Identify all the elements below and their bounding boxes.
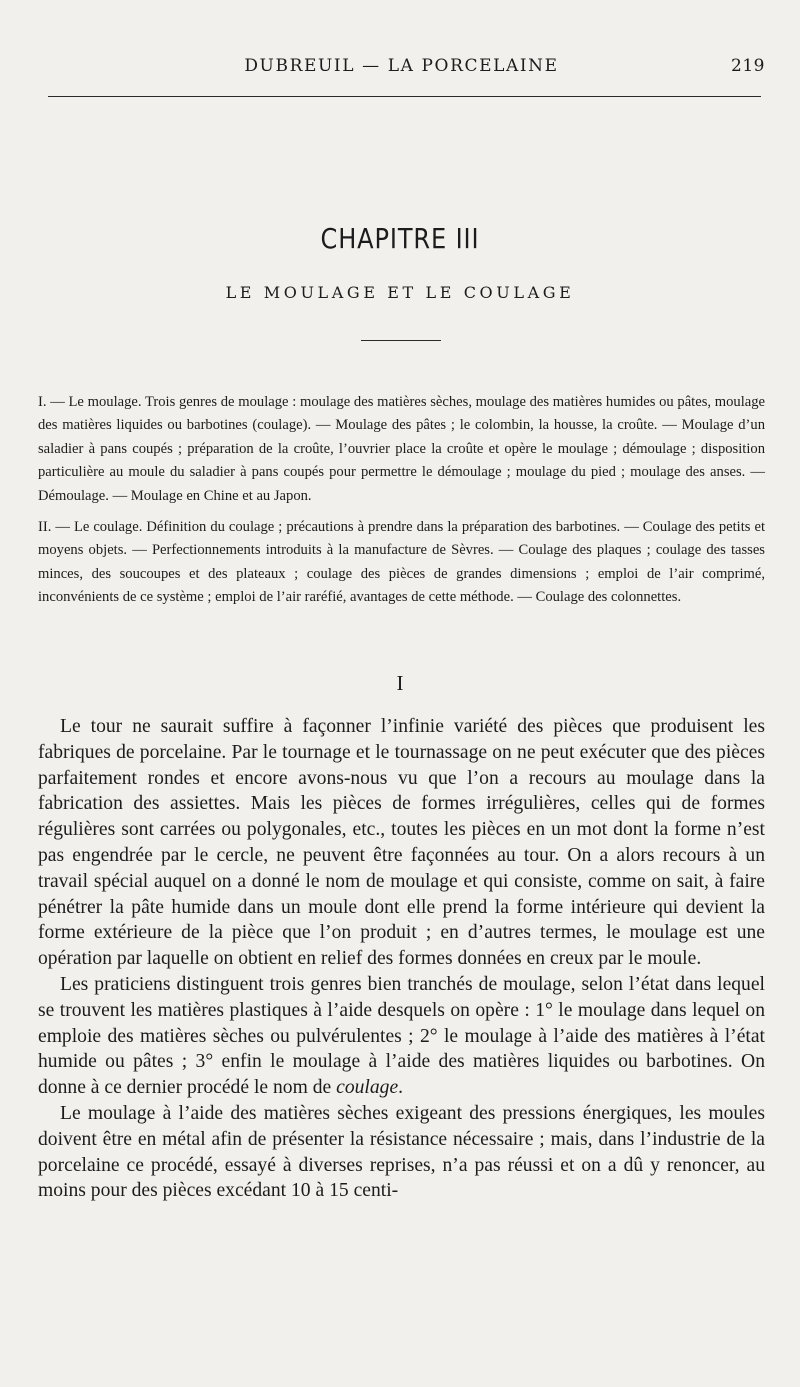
chapter-summary — [38, 391, 765, 618]
chapter-subtitle: LE MOULAGE ET LE COULAGE — [225, 283, 575, 302]
running-title: DUBREUIL — LA PORCELAINE — [244, 56, 559, 76]
paragraph-2 — [38, 972, 765, 1101]
summary-item-1: I. — Le moulage. Trois genres de moulage : moulage des matières sèches, moulage des matières humides ou pâtes, moulage des matières liquides ou barbotines (coulage). — Moulage des pâtes ; le colombin, la housse, la croûte. — Moulage d’un saladier à pans coupés ; préparation de la croûte, l’ouvrier place la croûte et opère le moulage ; démoulage ; disposition particulière au moule du saladier à pans coupés pour permettre le démoulage ; moulage du pied ; moulage des anses. — Démoulage. — Moulage en Chine et au Japon. — [38, 394, 765, 504]
paragraph-2-end: . — [398, 1077, 404, 1099]
summary-item-2: II. — Le coulage. Définition du coulage ; précautions à prendre dans la préparation des barbotines. — Coulage des petits et moyens objets. — Perfectionnements introduits à la manufacture de Sèvres. — Coulage des plaques ; coulage des tasses minces, des soucoupes et des plateaux ; coulage des pièces de grandes dimensions ; emploi de l’air comprimé, inconvénients de ce système ; emploi de l’air raréfié, avantages de cette méthode. — Coulage des colonnettes. — [38, 519, 765, 606]
header-rule — [48, 96, 761, 97]
chapter-title: CHAPITRE III — [320, 222, 480, 255]
paragraph-2-term: coulage — [336, 1077, 399, 1099]
section-numeral: I — [396, 671, 404, 695]
page-number: 219 — [731, 56, 765, 76]
paragraph-1: Le tour ne saurait suffire à façonner l’infinie variété des pièces que produisent les fabriques de porcelaine. Par le tournage et le tournassage on ne peut exécuter que des pièces parfaitement rondes et encore avons-nous vu que l’on a recours au moulage dans la fabrication des assiettes. Mais les pièces de formes irrégulières, celles qui de formes régulières sont carrées ou polygonales, etc., toutes les pièces en un mot dont la forme n’est pas engendrée par le cercle, ne peuvent être façonnées au tour. On a alors recours à un travail spécial auquel on a donné le nom de moulage et qui consiste, comme on sait, à faire pénétrer la pâte humide dans un moule dont elle prend la forme intérieure qui devient la forme extérieure de la pièce que l’on produit ; en d’autres termes, le moulage est une opération par laquelle on obtient en relief des formes données en creux par le moule. — [38, 716, 765, 970]
body-text — [38, 714, 765, 1204]
chapter-divider — [361, 340, 441, 341]
paragraph-2-text: Les praticiens distinguent trois genres bien tranchés de moulage, selon l’état dans lequel se trouvent les matières plastiques à l’aide desquels on opère : 1° le moulage dans lequel on emploie des matières sèches ou pulvérulentes ; 2° le moulage à l’aide des matières à l’état humide ou pâtes ; 3° enfin le moulage à l’aide des matières liquides ou barbotines. On donne à ce dernier procédé le nom de — [38, 973, 765, 1099]
running-header — [38, 56, 765, 84]
paragraph-3: Le moulage à l’aide des matières sèches exigeant des pressions énergiques, les moules doivent être en métal afin de présenter la résistance nécessaire ; mais, dans l’industrie de la porcelaine ce procédé, essayé à diverses reprises, n’a pas réussi et on a dû y renoncer, au moins pour des pièces excédant 10 à 15 centi- — [38, 1102, 765, 1202]
